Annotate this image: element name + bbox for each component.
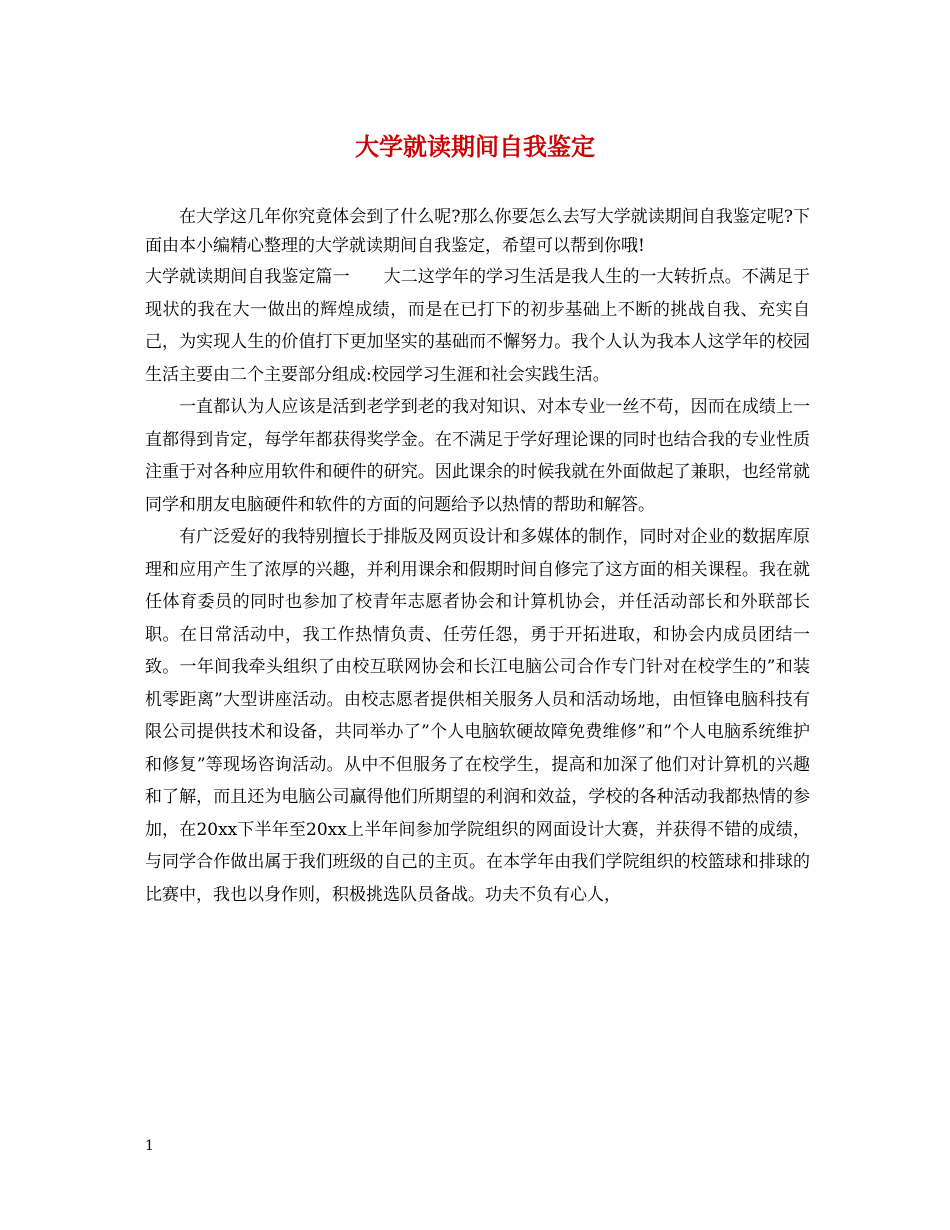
body-paragraph-activities: 有广泛爱好的我特别擅长于排版及网页设计和多媒体的制作，同时对企业的数据库原理和应用产生了浓厚的兴趣，并利用课余和假期时间自修完了这方面的相关课程。我在就任体育委员的同时也参加了校青年志愿者协会和计算机协会，并任活动部长和外联部长职。在日常活动中，我工作热情负责、任劳任怨，勇于开拓进取，和协会内成员团结一致。一年间我牵头组织了由校互联网协会和长江电脑公司合作专门针对在校学生的”和装机零距离”大型讲座活动。由校志愿者提供相关服务人员和活动场地，由恒锋电脑科技有限公司提供技术和设备，共同举办了”个人电脑软硬故障免费维修”和”个人电脑系统维护和修复”等现场咨询活动。从中不但服务了在校学生，提高和加深了他们对计算机的兴趣和了解，而且还为电脑公司赢得他们所期望的利润和效益，学校的各种活动我都热情的参加，在20xx下半年至20xx上半年间参加学院组织的网面设计大赛，并获得不错的成绩，与同学合作做出属于我们班级的自己的主页。在本学年由我们学院组织的校篮球和排球的比赛中，我也以身作则，积极挑选队员备战。功夫不负有心人， — [145, 527, 810, 905]
document-body — [145, 203, 810, 911]
document-title: 大学就读期间自我鉴定 — [355, 132, 595, 161]
section-text: 大二这学年的学习生活是我人生的一大转折点。不满足于现状的我在大一做出的辉煌成绩，而是在已打下的初步基础上不断的挑战自我、充实自己，为实现人生的价值打下更加坚实的基础而不懈努力。我个人认为我本人这学年的校园生活主要由二个主要部分组成:校园学习生涯和社会实践生活。 — [145, 267, 811, 385]
intro-paragraph: 在大学这几年你究竟体会到了什么呢?那么你要怎么去写大学就读期间自我鉴定呢?下面由本小编精心整理的大学就读期间自我鉴定，希望可以帮到你哦! — [145, 207, 810, 256]
section-paragraph — [145, 261, 810, 391]
page-number: 1 — [145, 1138, 154, 1154]
body-paragraph-study: 一直都认为人应该是活到老学到老的我对知识、对本专业一丝不苟，因而在成绩上一直都得到肯定，每学年都获得奖学金。在不满足于学好理论课的同时也结合我的专业性质注重于对各种应用软件和硬件的研究。因此课余的时候我就在外面做起了兼职，也经常就同学和朋友电脑硬件和软件的方面的问题给予以热情的帮助和解答。 — [145, 397, 810, 515]
section-heading: 大学就读期间自我鉴定篇一 — [145, 267, 350, 287]
